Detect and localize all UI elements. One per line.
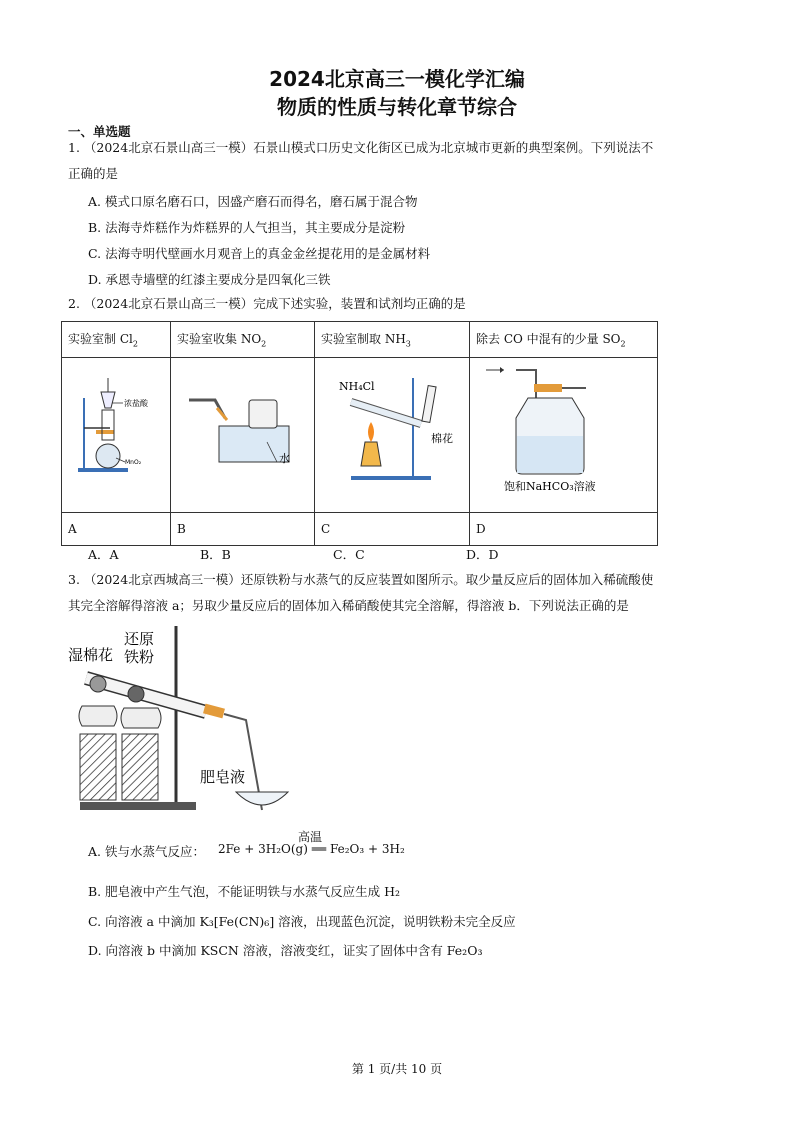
q3-option-b: B. 肥皂液中产生气泡，不能证明铁与水蒸气反应生成 H₂ [88, 884, 401, 899]
q3-option-c: C. 向溶液 a 中滴加 K₃[Fe(CN)₆] 溶液，出现蓝色沉淀，说明铁粉未完全反应 [88, 914, 516, 929]
q2-answer-c: C．C [333, 547, 365, 562]
q1-option-a: A. 模式口原名磨石口，因盛产磨石而得名，磨石属于混合物 [88, 194, 418, 209]
q2-answer-a: A．A [88, 547, 119, 562]
q3-option-d: D. 向溶液 b 中滴加 KSCN 溶液，溶液变红，证实了固体中含有 Fe₂O₃ [88, 943, 483, 958]
q2-answer-d: D．D [466, 547, 499, 562]
table-header-cell: 实验室制取 $NH_3$ [315, 322, 470, 358]
q1-stem-line2: 正确的是 [68, 166, 119, 181]
page-title: 2024北京高三一模化学汇编 [269, 67, 525, 91]
q2-answer-b: B．B [200, 547, 231, 562]
apparatus-no2-cell [171, 358, 315, 513]
page-subtitle: 物质的性质与转化章节综合 [277, 95, 517, 119]
svg-text:肥皂液: 肥皂液 [200, 768, 246, 786]
nh3-apparatus-figure [321, 358, 463, 509]
table-header-cell: 除去 CO 中混有的少量 $SO_2$ [470, 322, 658, 358]
table-header-cell: 实验室收集 $NO_2$ [171, 322, 315, 358]
q3-stem-line1: 3. （2024北京西城高三一模）还原铁粉与水蒸气的反应装置如图所示。取少量反应后的固体加入稀硫酸使 [68, 572, 654, 587]
option-label-b: B [171, 513, 315, 546]
page-footer: 第 1 页/共 10 页 [351, 1062, 443, 1076]
so2-apparatus-figure [476, 358, 651, 509]
q3-stem-line2: 其完全溶解得溶液 a；另取少量反应后的固体加入稀硝酸使其完全溶解，得溶液 b．下列说法正确的是 [68, 598, 629, 613]
svg-text:湿棉花: 湿棉花 [68, 646, 114, 664]
svg-text:浓盐酸: 浓盐酸 [124, 399, 148, 408]
q1-option-d: D. 承恩寺墙壁的红漆主要成分是四氧化三铁 [88, 272, 331, 287]
no2-apparatus-figure [177, 358, 308, 509]
svg-text:还原: 还原 [124, 630, 155, 648]
experiment-table [61, 321, 658, 546]
apparatus-so2-cell [470, 358, 658, 513]
svg-text:铁粉: 铁粉 [124, 648, 155, 666]
section-label: 一、单选题 [68, 124, 131, 139]
q2-stem: 2. （2024北京石景山高三一模）完成下述实验，装置和试剂均正确的是 [68, 296, 466, 311]
q1-option-b: B. 法海寺炸糕作为炸糕界的人气担当，其主要成分是淀粉 [88, 220, 406, 235]
svg-text:MnO₂: MnO₂ [125, 459, 142, 466]
q3-option-a-equation: 高温 2Fe + 3H₂O(g) ══ Fe₂O₃ + 3H₂ [218, 830, 405, 856]
apparatus-cl2-cell [62, 358, 171, 513]
svg-text:水: 水 [279, 452, 290, 465]
q1-stem-line1: 1. （2024北京石景山高三一模）石景山模式口历史文化街区已成为北京城市更新的典型案例。下列说法不 [68, 140, 654, 155]
iron-steam-apparatus-figure [66, 620, 296, 820]
apparatus-nh3-cell [315, 358, 470, 513]
q1-option-c: C. 法海寺明代壁画水月观音上的真金金丝提花用的是金属材料 [88, 246, 431, 261]
table-header-cell: 实验室制 $Cl_2$ [62, 322, 171, 358]
q3-option-a: A. 铁与水蒸气反应： [88, 844, 205, 859]
svg-text:饱和NaHCO₃溶液: 饱和NaHCO₃溶液 [504, 480, 596, 493]
svg-text:棉花: 棉花 [431, 432, 453, 445]
cl2-apparatus-figure [68, 358, 164, 509]
option-label-c: C [315, 513, 470, 546]
option-label-a: A [62, 513, 171, 546]
svg-text:NH₄Cl: NH₄Cl [339, 380, 375, 393]
option-label-d: D [470, 513, 658, 546]
